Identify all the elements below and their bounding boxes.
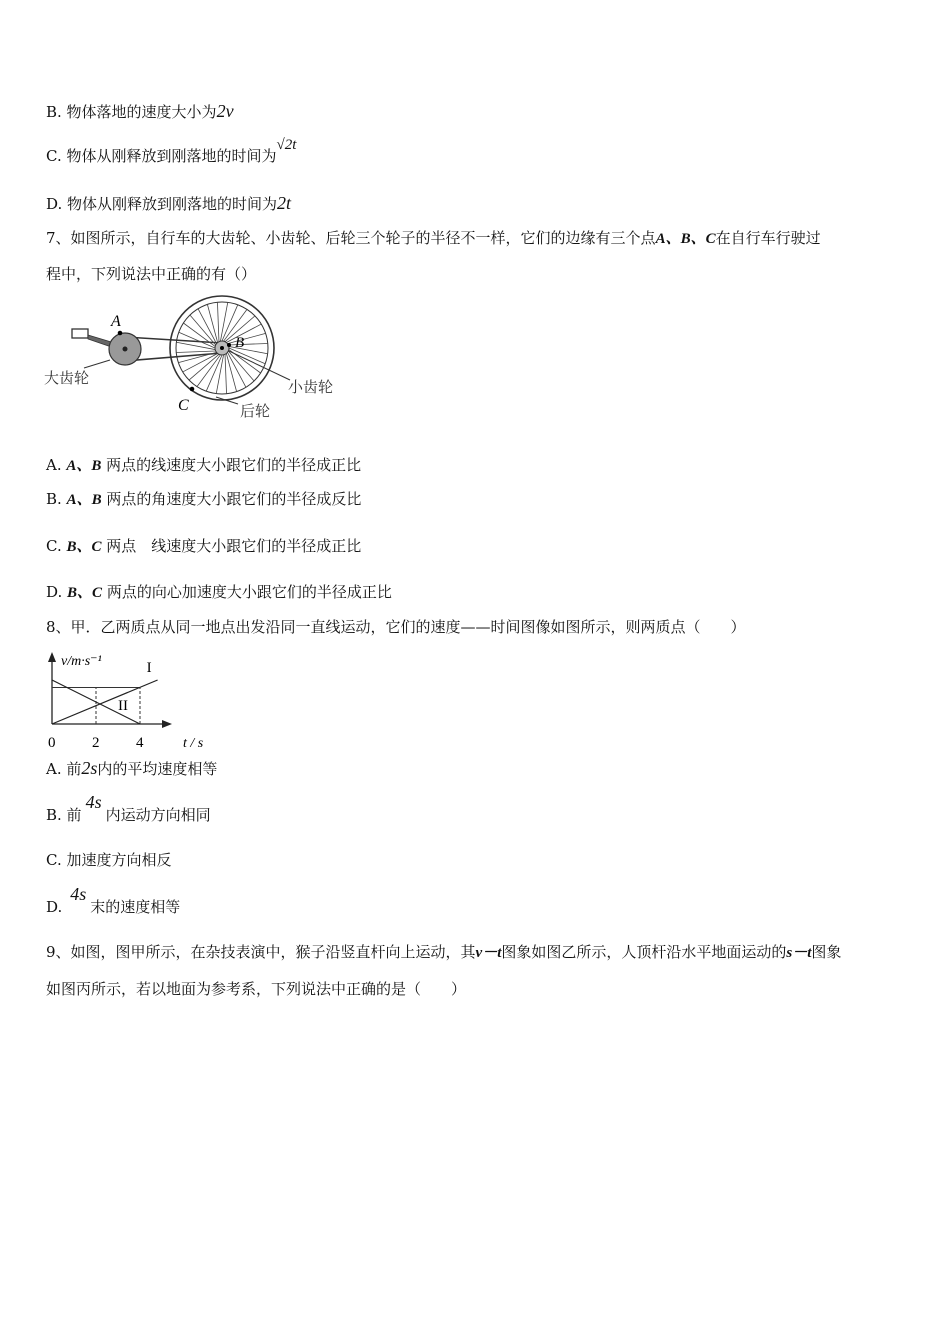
- series-lines: [52, 660, 158, 724]
- q7-stem-line1: 7、如图所示，自行车的大齿轮、小齿轮、后轮三个轮子的半径不一样，它们的边缘有三个点A、B、C在自行车行驶过: [46, 229, 821, 247]
- x-tick-labels: [48, 735, 144, 751]
- x-tick-label: 4: [136, 735, 144, 751]
- svg-text:小齿轮: 小齿轮: [288, 378, 334, 396]
- q7-option-d: D. B、C 两点的向心加速度大小跟它们的半径成正比: [46, 583, 392, 601]
- spoke: [206, 355, 222, 391]
- q6-option-c: C. 物体从刚释放到刚落地的时间为√2t: [46, 137, 297, 165]
- q6-option-d: D. 物体从刚释放到刚落地的时间为2t: [46, 193, 292, 213]
- q7-stem-line2: 程中，下列说法中正确的有（）: [46, 265, 257, 283]
- point-c: [190, 387, 195, 392]
- svg-text:A: A: [111, 313, 121, 330]
- svg-text:后轮: 后轮: [240, 402, 271, 420]
- q8-option-a: A. 前2s内的平均速度相等: [46, 758, 218, 778]
- x-axis-label: t / s: [183, 736, 204, 751]
- point-b: [227, 343, 231, 347]
- vt-chart: [40, 648, 204, 753]
- spoke: [198, 309, 216, 344]
- svg-text:B: B: [235, 335, 245, 351]
- q7-option-b: B. A、B 两点的角速度大小跟它们的半径成反比: [46, 490, 362, 508]
- q8-stem: 8、甲．乙两质点从同一地点出发沿同一直线运动，它们的速度——时间图像如图所示，则两质点（ ）: [46, 618, 746, 636]
- pedal-icon: [72, 329, 88, 338]
- q6-option-b: B. 物体落地的速度大小为2v: [46, 101, 234, 121]
- x-tick-label: 2: [92, 735, 100, 751]
- y-axis-label: v/m·s⁻¹: [61, 654, 102, 669]
- bicycle-figure: [40, 300, 360, 425]
- q8-option-c: C. 加速度方向相反: [46, 851, 172, 869]
- q7-option-c: C. B、C 两点 线速度大小跟它们的半径成正比: [46, 537, 362, 555]
- spoke: [176, 351, 215, 353]
- point-a: [118, 331, 123, 336]
- x-axis-arrow: [162, 720, 172, 728]
- q7-option-a: A. A、B 两点的线速度大小跟它们的半径成正比: [46, 456, 362, 474]
- q8-option-d: D.4s末的速度相等: [46, 884, 181, 916]
- series-label-I: I: [146, 660, 152, 677]
- series-line-I: [52, 680, 158, 724]
- q9-stem-line2: 如图丙所示，若以地面为参考系，下列说法中正确的是（ ）: [46, 980, 467, 998]
- spoke: [217, 302, 219, 341]
- q8-option-b: B. 前4s内运动方向相同: [46, 792, 211, 824]
- spoke: [225, 354, 227, 393]
- svg-text:大齿轮: 大齿轮: [44, 369, 90, 387]
- svg-text:C: C: [178, 397, 189, 414]
- y-axis-arrow: [48, 652, 56, 662]
- x-tick-label: 0: [48, 735, 56, 751]
- series-label-II: II: [118, 697, 128, 714]
- q9-stem-line1: 9、如图，图甲所示，在杂技表演中，猴子沿竖直杆向上运动，其v－t图象如图乙所示，人顶杆沿水平地面运动的s－t图象: [46, 943, 842, 961]
